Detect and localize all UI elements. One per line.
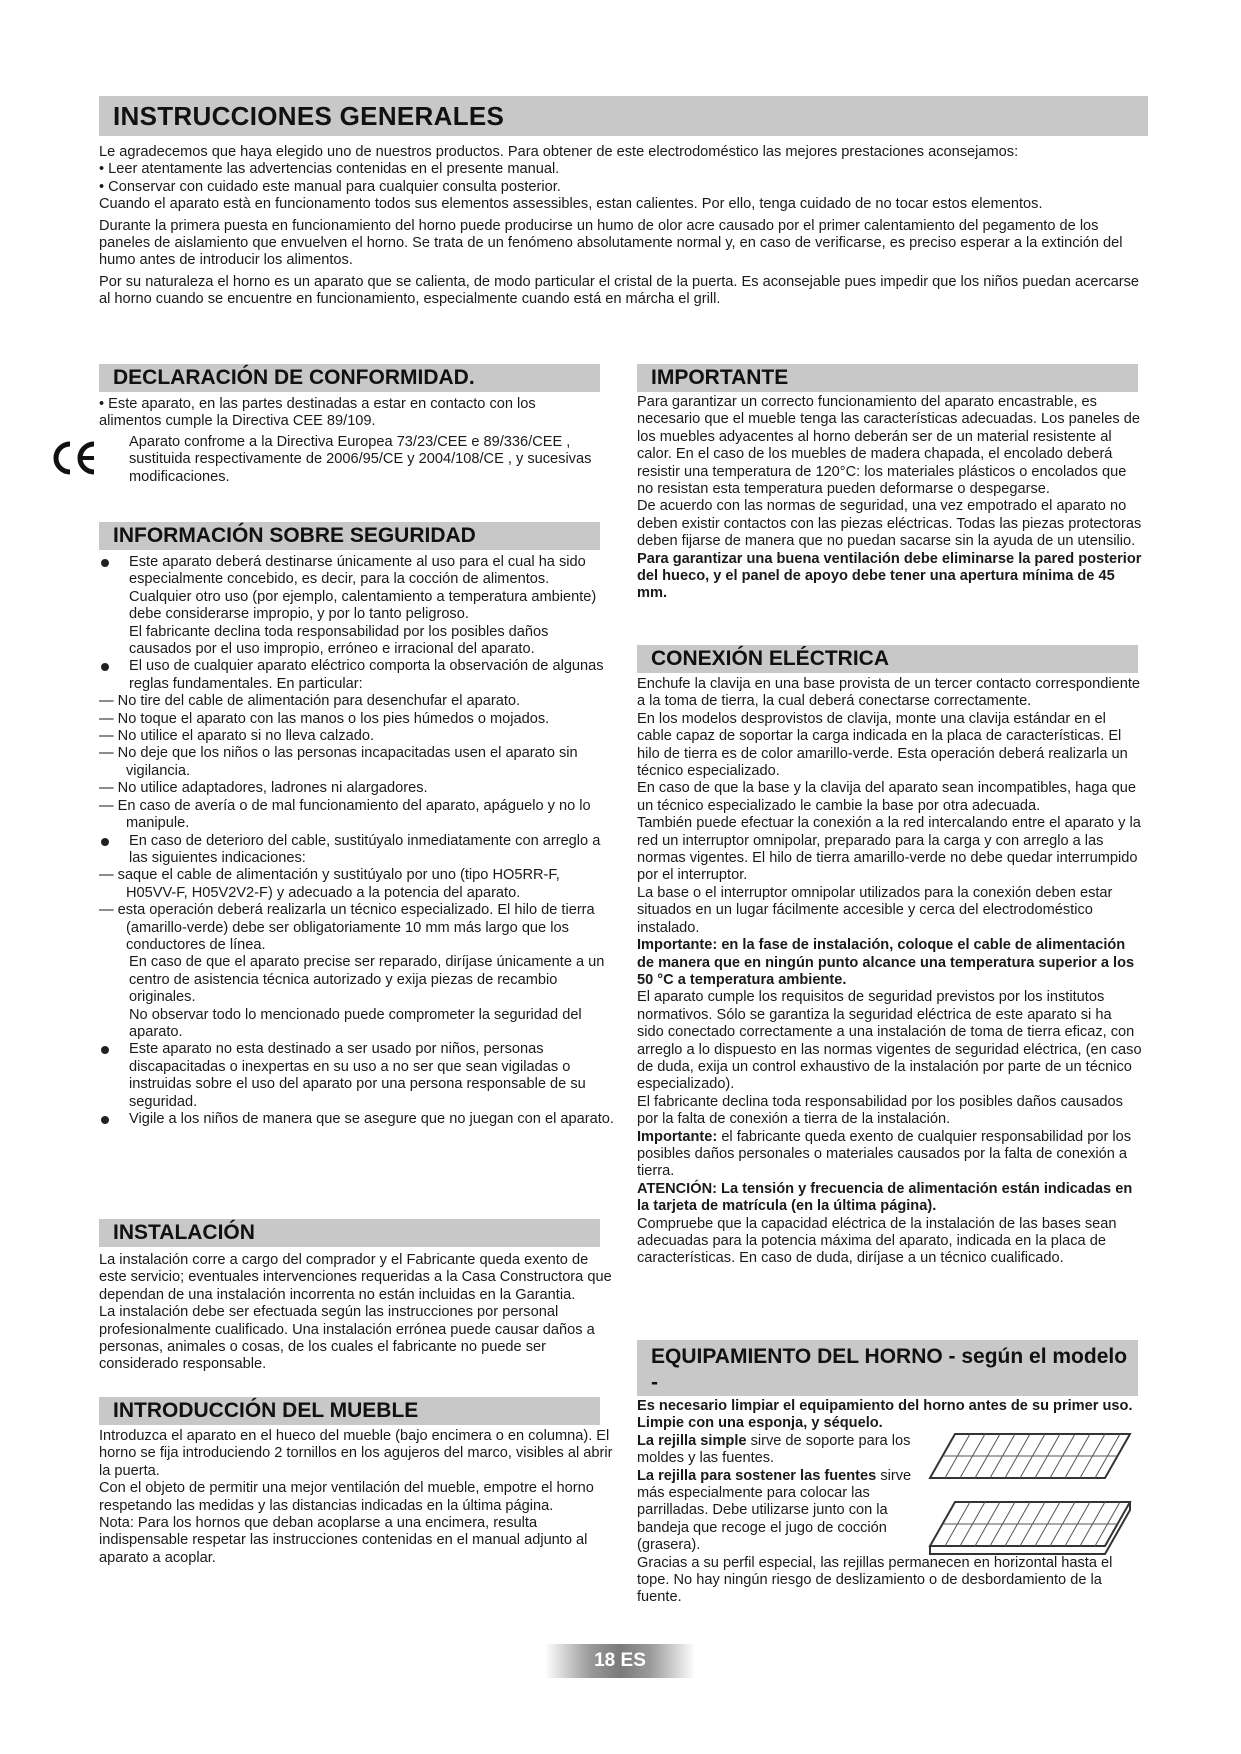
intro-paragraph: Durante la primera puesta en funcionamiento del horno puede producirse un humo de olor acre causado por el primer calentamiento del pegamento de los paneles de aislamiento que envuelven el horno. Se trata de un fenómeno absolutamente normal y, en caso de verificarse, es preciso esperar a la extinción del humo antes de introducir los alimentos. (99, 217, 1123, 269)
dash-item: — No utilice adaptadores, ladrones ni alargadores. (99, 780, 428, 797)
equipamiento-paragraph: Gracias a su perfil especial, las rejillas permanecen en horizontal hasta el tope. No hay ningún riesgo de deslizamiento o de desbordamiento de la fuente. (637, 1554, 1113, 1606)
instalacion-heading: INSTALACIÓN (99, 1219, 600, 1247)
intro-paragraph: Le agradecemos que haya elegido uno de nuestros productos. Para obtener de este electrodoméstico las mejores prestaciones aconsejamos: (99, 144, 1019, 160)
dash-item: — No utilice el aparato si no lleva calzado. (99, 728, 374, 745)
importante-paragraph: Para garantizar una buena ventilación debe eliminarse la pared posterior del hueco, y el panel de apoyo debe tener una apertura mínima de 45 mm. (637, 550, 1142, 602)
instalacion-paragraph: La instalación corre a cargo del comprador y el Fabricante queda exento de este servicio; eventuales intervenciones requeridas a la Casa Constructora que dependan de una instalación incorrenta no están incluidas en la Garantia. (99, 1252, 612, 1303)
list-item: Este aparato deberá destinarse únicamente al uso para el cual ha sido especialmente concebido, es decir, para la cocción de alimentos. (99, 554, 614, 589)
conexion-paragraph: La base o el interruptor omnipolar utilizados para la conexión deben estar situados en un lugar fácilmente accesible y cerca del electrodoméstico instalado. (637, 884, 1113, 936)
equipamiento-paragraph: La rejilla para sostener las fuentes sirve más especialmente para colocar las parrilladas. Debe utilizarse junto con la bandeja que recoge el jugo de cocción (grasera). (637, 1467, 912, 1554)
dash-item: — saque el cable de alimentación y sustitúyalo por uno (tipo HO5RR-F, H05VV-F, H05V2V2-F) y adecuado a la potencia del aparato. (99, 867, 560, 901)
seguridad-paragraph: En caso de que el aparato precise ser reparado, diríjase únicamente a un centro de asistencia técnica autorizado y exija piezas de recambio originales. (129, 954, 605, 1006)
list-item: En caso de deterioro del cable, sustitúyalo inmediatamente con arreglo a las siguientes indicaciones: (99, 833, 614, 868)
page-number: 18 ES (545, 1644, 695, 1678)
intro-bullet: • Leer atentamente las advertencias contenidas en el presente manual. (99, 161, 560, 178)
equipamiento-heading: EQUIPAMIENTO DEL HORNO - según el modelo - (637, 1340, 1138, 1396)
importante-paragraph: Para garantizar un correcto funcionamiento del aparato encastrable, es necesario que el mueble tenga las características adecuadas. Los paneles de los muebles adyacentes al horno deberán ser de un material resistente al calor. En el caso de los muebles de madera chapada, el encolado deberá resistir una temperatura de 120°C: los materiales plásticos o encolados que no resistan esta temperatura pueden deformarse o despegarse. (637, 394, 1140, 498)
mueble-heading: INTRODUCCIÓN DEL MUEBLE (99, 1397, 600, 1425)
mueble-paragraph: Introduzca el aparato en el hueco del mueble (bajo encimera o en columna). El horno se fija introduciendo 2 tornillos en los agujeros del marco, visibles al abrir la puerta. (99, 1428, 613, 1479)
bullet-icon (101, 1116, 109, 1124)
dash-item: — No tire del cable de alimentación para desenchufar el aparato. (99, 693, 521, 710)
intro-paragraph: Cuando el aparato està en funcionamento todos sus elementos assessibles, estan calientes. Por ello, tenga cuidado de no tocar estos elementos. (99, 196, 1043, 213)
conexion-paragraph: En caso de que la base y la clavija del aparato sean incompatibles, haga que un técnico especializado le cambie la base por otra adecuada. (637, 780, 1136, 814)
intro-text (99, 144, 1149, 309)
declaracion-paragraph: Aparato confrome a la Directiva Europea 73/23/CEE e 89/336/CEE , sustituida respectivamente de 2006/95/CE y 2004/108/CE , y sucesivas modificaciones. (129, 433, 592, 485)
mueble-paragraph: Con el objeto de permitir una mejor ventilación del mueble, empotre el horno respetando las medidas y las distancias indicadas en la última página. (99, 1480, 594, 1514)
dash-item: — En caso de avería o de mal funcionamiento del aparato, apáguelo y no lo manipule. (99, 797, 591, 832)
bullet-icon (101, 559, 109, 567)
seguridad-paragraph: No observar todo lo mencionado puede comprometer la seguridad del aparato. (129, 1006, 582, 1040)
bullet-icon (101, 1046, 109, 1054)
mueble-text (99, 1428, 614, 1567)
importante-text (637, 394, 1142, 603)
equipamiento-paragraph: La rejilla simple sirve de soporte para los moldes y las fuentes. (637, 1432, 911, 1467)
conexion-paragraph: Importante: el fabricante queda exento de cualquier responsabilidad por los posibles daños personales o materiales causados por la falta de conexión a tierra. (637, 1128, 1132, 1180)
conexion-paragraph: El fabricante declina toda responsabilidad por los posibles daños causados por la falta de conexión a tierra de la instalación. (637, 1093, 1123, 1128)
conexion-paragraph: Compruebe que la capacidad eléctrica de la instalación de las bases sean adecuadas para la potencia máxima del aparato, indicada en la placa de características. En caso de duda, diríjase a un técnico cualificado. (637, 1215, 1117, 1267)
bullet-icon (101, 838, 109, 846)
dash-item: — No toque el aparato con las manos o los pies húmedos o mojados. (99, 710, 550, 727)
declaracion-heading: DECLARACIÓN DE CONFORMIDAD. (99, 364, 600, 392)
importante-paragraph: De acuerdo con las normas de seguridad, una vez empotrado el aparato no deben existir contactos con las piezas eléctricas. Todas las piezas protectoras deben fijarse de manera que no puedan sacarse sin la ayuda de un utensilio. (637, 498, 1142, 550)
seguridad-paragraph: El fabricante declina toda responsabilidad por los posibles daños causados por el uso impropio, erróneo e irracional del aparato. (129, 623, 549, 658)
conexion-paragraph: En los modelos desprovistos de clavija, monte una clavija estándar en el cable capaz de soportar la carga indicada en la placa de características. El hilo de tierra es de color amarillo-verde. Esta operación deberá realizarla un técnico especializado. (637, 710, 1128, 780)
conexion-paragraph: Enchufe la clavija en una base provista de un tercer contacto correspondiente a la toma de tierra, la cual deberá conectarse correctamente. (637, 676, 1140, 710)
ce-mark-icon (50, 440, 100, 476)
declaracion-paragraph: • Este aparato, en las partes destinadas a estar en contacto con los alimentos cumple la Directiva CEE 89/109. (99, 396, 536, 430)
intro-paragraph: Por su naturaleza el horno es un aparato que se calienta, de modo particular el cristal de la puerta. Es aconsejable pues impedir que los niños puedan acercarse al horno cuando se encuentre en funcionamiento, especialmente cuando está en márcha el grill. (99, 273, 1140, 308)
conexion-paragraph: El aparato cumple los requisitos de seguridad previstos por los institutos normativos. Sólo se garantiza la seguridad eléctrica de este aparato si ha sido conectado correctamente a una instalación de toma de tierra eficaz, con arreglo a lo dispuesto en las normas vigentes de seguridad eléctrica, (en caso de duda, exija un control exhaustivo de la instalación por parte de un técnico especializado). (637, 989, 1142, 1093)
dash-item: — esta operación deberá realizarla un técnico especializado. El hilo de tierra (amarillo-verde) debe ser obligatoriamente 10 mm más largo que los conductores de línea. (99, 902, 595, 953)
importante-heading: IMPORTANTE (637, 364, 1138, 392)
conexion-paragraph: Importante: en la fase de instalación, coloque el cable de alimentación de manera que en ningún punto alcance una temperatura superior a los 50 °C a temperatura ambiente. (637, 937, 1135, 988)
conexion-paragraph: ATENCIÓN: La tensión y frecuencia de alimentación están indicadas en la tarjeta de matrícula (en la última página). (637, 1180, 1133, 1215)
instalacion-paragraph: La instalación debe ser efectuada según las instrucciones por personal profesionalmente cualificado. Una instalación errónea puede causar daños a personas, animales o cosas, de los cuales el fabricante no puede ser considerado responsable. (99, 1304, 595, 1373)
conexion-text (637, 676, 1142, 1268)
page-title: INSTRUCCIONES GENERALES (99, 96, 1148, 136)
bullet-icon (101, 663, 109, 671)
mueble-paragraph: Nota: Para los hornos que deban acoplarse a una encimera, resulta indispensable respetar las instrucciones contenidas en el manual adjunto al aparato a acoplar. (99, 1515, 588, 1566)
seguridad-heading: INFORMACIÓN SOBRE SEGURIDAD (99, 522, 600, 550)
instalacion-text (99, 1252, 614, 1374)
simple-rack-icon (925, 1428, 1135, 1484)
seguridad-text (99, 554, 614, 1128)
intro-bullet: • Conservar con cuidado este manual para cualquier consulta posterior. (99, 178, 561, 195)
declaracion-text (99, 396, 599, 486)
dash-item: — No deje que los niños o las personas incapacitadas usen el aparato sin vigilancia. (99, 745, 578, 779)
conexion-paragraph: También puede efectuar la conexión a la red intercalando entre el aparato y la red un interruptor omnipolar, preparado para la carga y con arreglo a las normas vigentes. El hilo de tierra amarillo-verde no debe quedar interrumpido por el interruptor. (637, 815, 1141, 884)
equipamiento-paragraph: Es necesario limpiar el equipamiento del horno antes de su primer uso. Limpie con una esponja, y séquelo. (637, 1398, 1133, 1432)
conexion-heading: CONEXIÓN ELÉCTRICA (637, 645, 1138, 673)
list-item: El uso de cualquier aparato eléctrico comporta la observación de algunas reglas fundamentales. En particular: (99, 658, 614, 693)
grill-rack-icon (925, 1496, 1135, 1562)
list-item: Este aparato no esta destinado a ser usado por niños, personas discapacitadas o inexpertas en su uso a no ser que sean vigiladas o instruidas sobre el uso del aparato por una persona responsable de su seguridad. (99, 1041, 614, 1111)
seguridad-paragraph: Cualquier otro uso (por ejemplo, calentamiento a temperatura ambiente) debe considerarse impropio, y por lo tanto peligroso. (129, 588, 597, 623)
importante-label: Importante: (637, 1128, 718, 1145)
list-item: Vigile a los niños de manera que se asegure que no juegan con el aparato. (99, 1111, 614, 1128)
